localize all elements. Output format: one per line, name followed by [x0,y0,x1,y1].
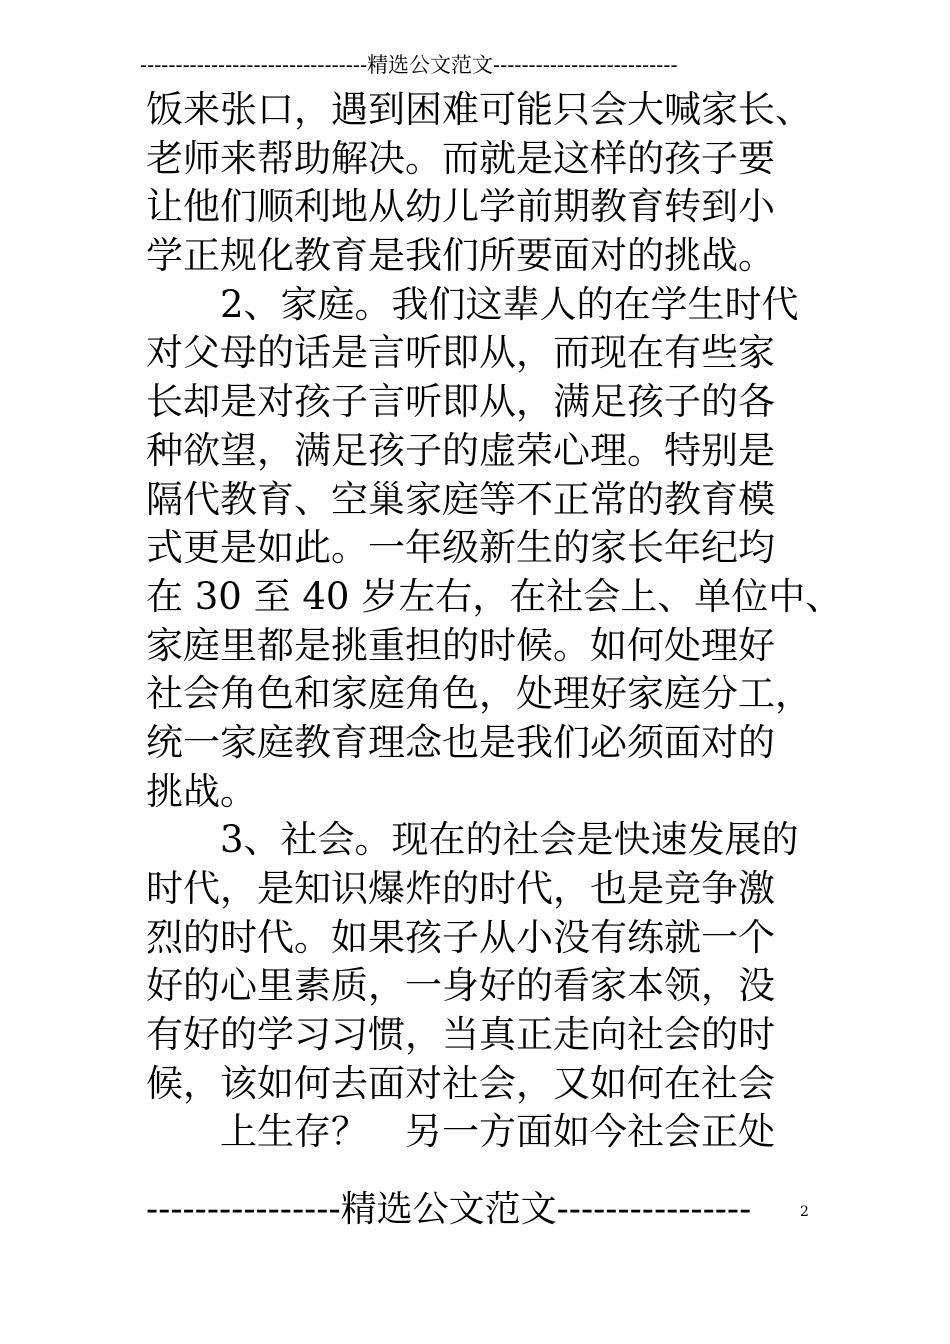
page-number: 2 [800,1204,809,1220]
text-line: 对父母的话是言听即从，而现在有些家 [146,331,775,375]
text-line: 时代，是知识爆炸的时代，也是竞争激 [146,867,775,910]
text-line: 候，该如何去面对社会，又如何在社会 [146,1061,775,1105]
text-line: 老师来帮助解决。而就是这样的孩子要 [146,136,775,180]
text-line: 好的心里素质，一身好的看家本领，没 [146,964,775,1008]
text-line: 烈的时代。如果孩子从小没有练就一个 [146,915,775,959]
text-line: 式更是如此。一年级新生的家长年纪均 [146,526,775,570]
text-line: 家庭里都是挑重担的时候。如何处理好 [146,623,775,667]
text-line: 上生存？ 另一方面如今社会正处 [146,1110,775,1154]
text-line: 在 30 至 40 岁左右，在社会上、单位中、 [146,574,843,618]
page-header: --------------------------------精选公文范文-------------------------- [140,53,678,77]
text-line: 学正规化教育是我们所要面对的挑战。 [146,234,775,278]
text-line: 饭来张口，遇到困难可能只会大喊家长、 [146,88,812,131]
text-line: 挑战。 [146,769,257,813]
text-line: 有好的学习习惯，当真正走向社会的时 [146,1013,775,1057]
document-body [146,86,843,1157]
text-line: 2、家庭。我们这辈人的在学生时代 [146,282,799,326]
text-line: 种欲望，满足孩子的虚荣心理。特别是 [146,428,775,472]
text-line: 隔代教育、空巢家庭等不正常的教育模 [146,477,775,521]
text-line: 社会角色和家庭角色，处理好家庭分工， [146,672,812,716]
text-line: 让他们顺利地从幼儿学前期教育转到小 [146,185,775,229]
text-line: 统一家庭教育理念也是我们必须面对的 [146,720,775,764]
text-line: 长却是对孩子言听即从，满足孩子的各 [146,380,775,424]
text-line: 3、社会。现在的社会是快速发展的 [146,818,799,862]
page-footer: ----------------精选公文范文---------------- [146,1189,752,1230]
